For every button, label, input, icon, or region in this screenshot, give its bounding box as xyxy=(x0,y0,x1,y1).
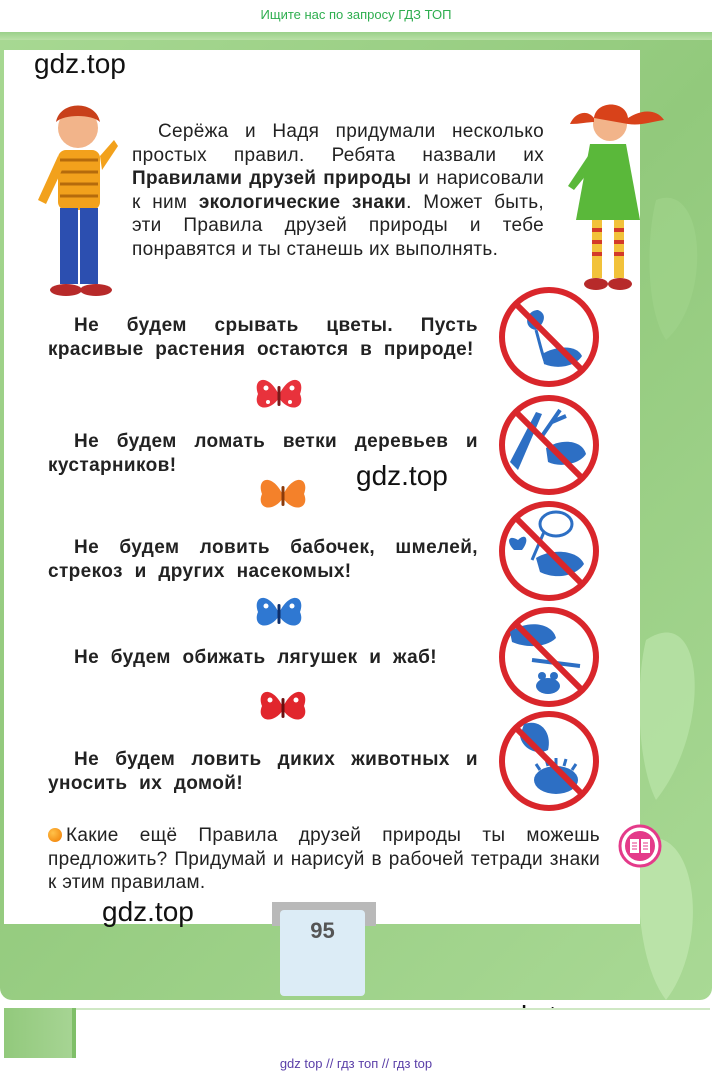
intro-paragraph xyxy=(132,120,544,261)
workbook-icon xyxy=(618,824,662,868)
question-paragraph xyxy=(48,824,600,895)
watermark: gdz.top xyxy=(34,48,126,79)
no-catching-insects-sign-icon xyxy=(496,498,602,604)
no-breaking-branches-sign-icon xyxy=(496,392,602,498)
no-taking-wild-animals-sign-icon xyxy=(496,708,602,814)
rule-no-picking-flowers: Не будем срывать цветы. Пусть красивые растения остаются в природе! xyxy=(48,315,478,360)
rule-no-catching-insects: Не будем ловить бабочек, шмелей, стрекоз и других насекомых! xyxy=(48,537,478,582)
intro-bold-signs: экологические знаки xyxy=(198,191,407,213)
next-page-green-edge xyxy=(4,1008,76,1058)
no-picking-flowers-sign-icon xyxy=(496,284,602,390)
butterfly-icon xyxy=(252,368,306,422)
rule-no-breaking-branches: Не будем ломать ветки деревьев и кустарников! xyxy=(48,431,478,476)
butterfly-icon xyxy=(252,586,306,640)
boy-seryozha-illustration xyxy=(30,100,120,300)
intro-text: Серёжа и Надя придумали несколько простых правил. Ребята назвали их xyxy=(132,121,544,166)
watermark: gdz.top xyxy=(356,460,448,491)
footer-links[interactable]: gdz top // гдз топ // гдз top xyxy=(279,1056,433,1071)
rule-no-harming-frogs: Не будем обижать лягушек и жаб! xyxy=(74,647,437,668)
no-harming-frogs-sign-icon xyxy=(496,604,602,710)
intro-text: и нарисовали к ним xyxy=(132,168,544,213)
next-page-strip xyxy=(4,1008,710,1060)
question-text: Какие ещё Правила друзей природы ты можешь предложить? Придумай и нарисуй в рабочей тетради знаки к этим правилам. xyxy=(48,825,600,893)
girl-nadya-illustration xyxy=(560,100,670,296)
page-number: 95 xyxy=(310,918,335,943)
rule-no-taking-wild-animals: Не будем ловить диких животных и уносить их домой! xyxy=(48,749,478,794)
top-strip xyxy=(0,32,712,40)
intro-text: . Может быть, эти Правила друзей природы и тебе понравятся и ты станешь их выполнять. xyxy=(132,191,544,260)
top-banner[interactable]: Ищите нас по запросу ГДЗ ТОП xyxy=(260,7,452,22)
watermark: gdz.top xyxy=(102,896,194,927)
butterfly-icon xyxy=(256,680,310,734)
butterfly-icon xyxy=(256,468,310,522)
intro-bold-rules: Правилами друзей природы xyxy=(132,168,412,189)
orange-bullet-icon xyxy=(48,828,62,842)
